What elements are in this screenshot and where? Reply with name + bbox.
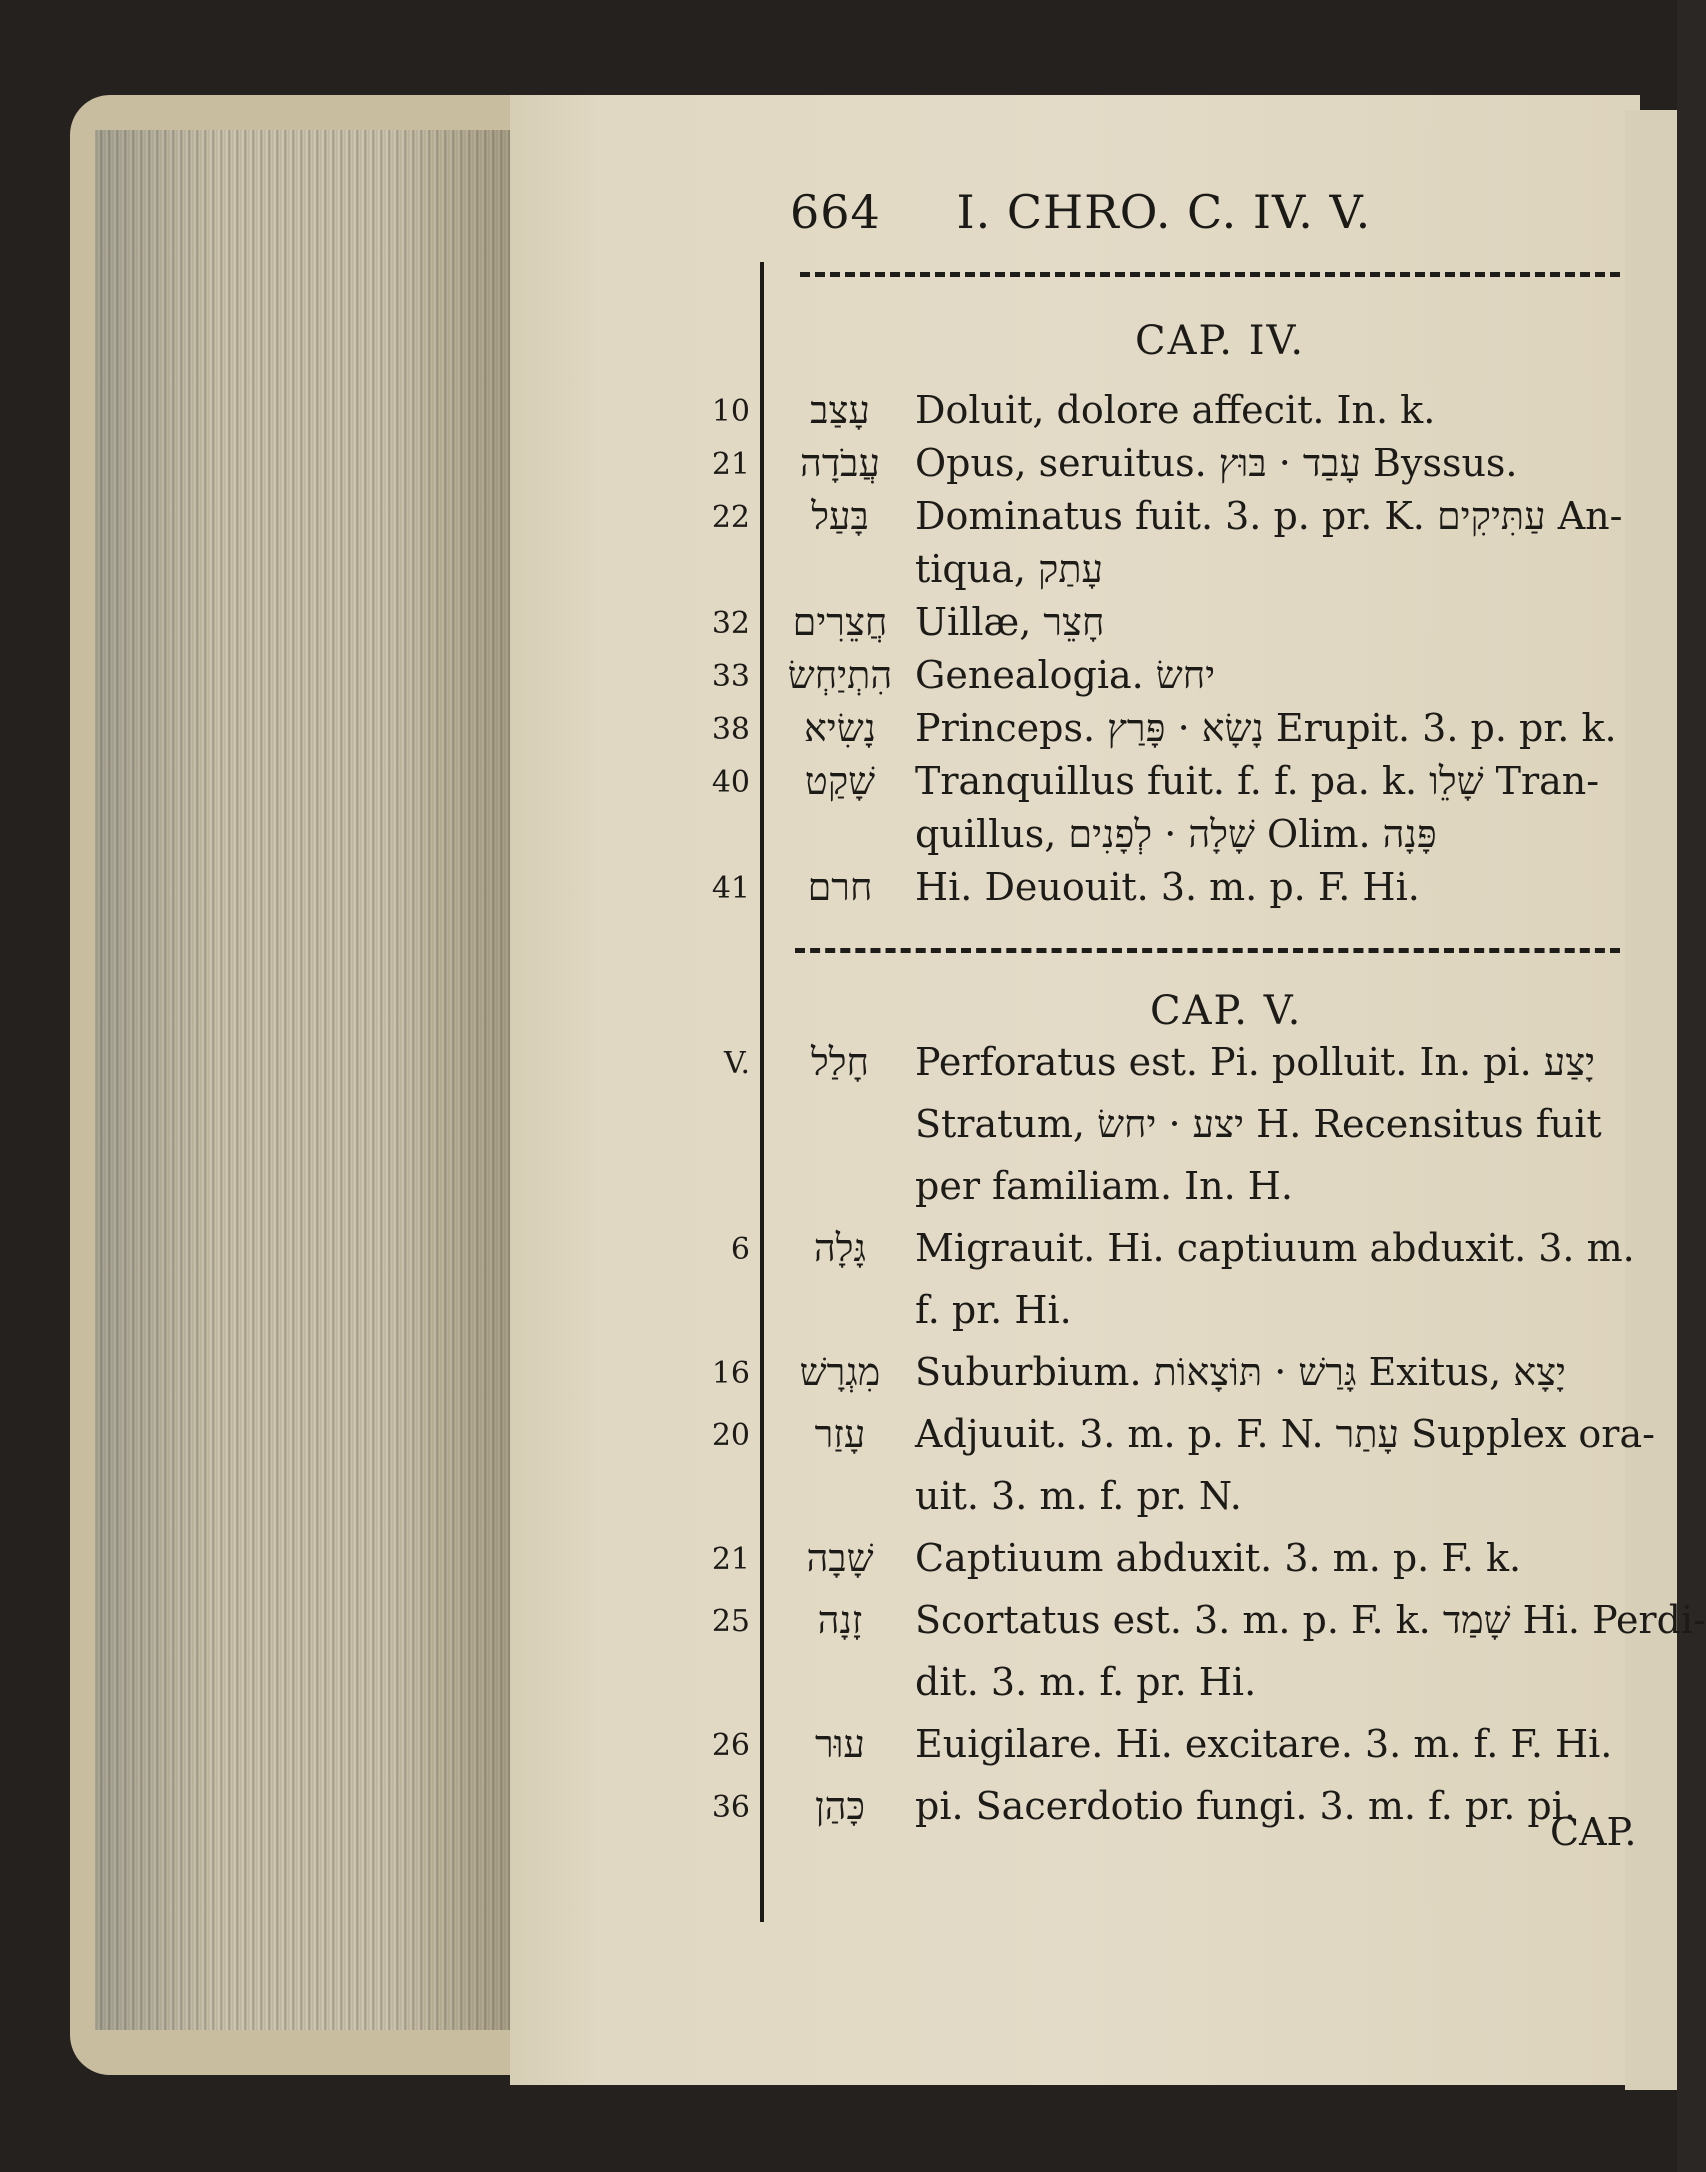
gloss-text: Doluit, dolore affecit. In. k. [915,388,1436,432]
hebrew-headword: גָּלָה [813,1226,867,1270]
hebrew-headword: עוּר [815,1722,865,1766]
gloss-text: Suburbium. גָּרַשׁ · תּוֹצָאוֹת Exitus, יָצָא [915,1350,1566,1394]
verse-number: 32 [711,606,750,641]
gloss-text: f. pr. Hi. [915,1288,1072,1332]
verse-number: 33 [711,659,750,694]
gloss-text: pi. Sacerdotio fungi. 3. m. f. pr. pi. [915,1784,1576,1828]
hebrew-headword: עָצַב [810,388,870,432]
hebrew-headword: הִתְיַחְשׂ [787,653,893,697]
hebrew-headword: חָלַל [810,1040,870,1084]
column-divider [760,262,764,1922]
hebrew-headword: עֲבֹדָה [800,441,880,485]
verse-number: 25 [711,1604,750,1639]
facing-page-edge [1625,110,1677,2090]
verse-number: 10 [711,394,750,429]
gloss-text: per familiam. In. H. [915,1164,1293,1208]
gloss-text: dit. 3. m. f. pr. Hi. [915,1660,1257,1704]
running-head [790,185,1371,239]
gloss-text: Opus, seruitus. עָבַד · בּוּץ Byssus. [915,441,1518,485]
gloss-text: quillus, שָׁלָה · לְפָנִים Olim. פָּנָה [915,812,1437,856]
gloss-text: Euigilare. Hi. excitare. 3. m. f. F. Hi. [915,1722,1613,1766]
gloss-text: Princeps. נָשָׂא · פָּרַץ Erupit. 3. p. pr. k. [915,706,1617,750]
verse-number: 22 [711,500,750,535]
gloss-text: Genealogia. יחשׂ [915,653,1216,697]
chapter-heading-v: CAP. V. [1150,988,1303,1034]
hebrew-headword: כָּהַן [814,1784,866,1828]
verse-number: 36 [711,1790,750,1825]
gloss-text: uit. 3. m. f. pr. N. [915,1474,1242,1518]
verse-number: 21 [711,447,750,482]
gloss-text: Tranquillus fuit. f. f. pa. k. שָׁלֵו Tran- [915,759,1600,803]
chapter-rule [795,948,1620,953]
verse-number: 21 [711,1542,750,1577]
gloss-text: Stratum, יצע · יחשׂ H. Recensitus fuit [915,1102,1602,1146]
verse-number: 41 [711,871,750,906]
hebrew-headword: חרם [807,865,873,909]
chapter-heading-iv: CAP. IV. [1135,318,1306,364]
page-number: 664 [790,185,881,239]
hebrew-headword: זָנָה [817,1598,863,1642]
verse-number: 20 [711,1418,750,1453]
hebrew-headword: בָּעַל [811,494,869,538]
gloss-text: Uillæ, חָצֵר [915,600,1105,644]
gloss-text: tiqua, עָתַק [915,547,1104,591]
hebrew-headword: שָׁקַט [804,759,876,803]
hebrew-headword: נָשִׂיא [803,706,877,750]
gloss-text: Dominatus fuit. 3. p. pr. K. עַתִּיקִים An- [915,494,1623,538]
gloss-text: Hi. Deuouit. 3. m. p. F. Hi. [915,865,1420,909]
top-rule [800,272,1620,277]
gloss-text: Scortatus est. 3. m. p. F. k. שָׁמַד Hi. Perdi- [915,1598,1706,1642]
page-edges [95,130,515,2030]
catchword: CAP. [1550,1810,1637,1854]
verse-number: 26 [711,1728,750,1763]
running-title: I. CHRO. C. IV. V. [956,185,1372,239]
gloss-text: Migrauit. Hi. captiuum abduxit. 3. m. [915,1226,1635,1270]
verse-number: 16 [711,1356,750,1391]
hebrew-headword: שָׁבָה [806,1536,874,1580]
hebrew-headword: עָזַר [814,1412,866,1456]
gloss-text: Adjuuit. 3. m. p. F. N. עָתַר Supplex ora- [915,1412,1655,1456]
hebrew-headword: מִגְרָשׁ [799,1350,881,1394]
verse-number: 6 [730,1232,750,1267]
verse-number: 40 [711,765,750,800]
gloss-text: Perforatus est. Pi. polluit. In. pi. יָצַע [915,1040,1596,1084]
hebrew-headword: חֲצֵרִים [792,600,888,644]
verse-number: 38 [711,712,750,747]
gloss-text: Captiuum abduxit. 3. m. p. F. k. [915,1536,1522,1580]
verse-number: V. [724,1046,750,1081]
